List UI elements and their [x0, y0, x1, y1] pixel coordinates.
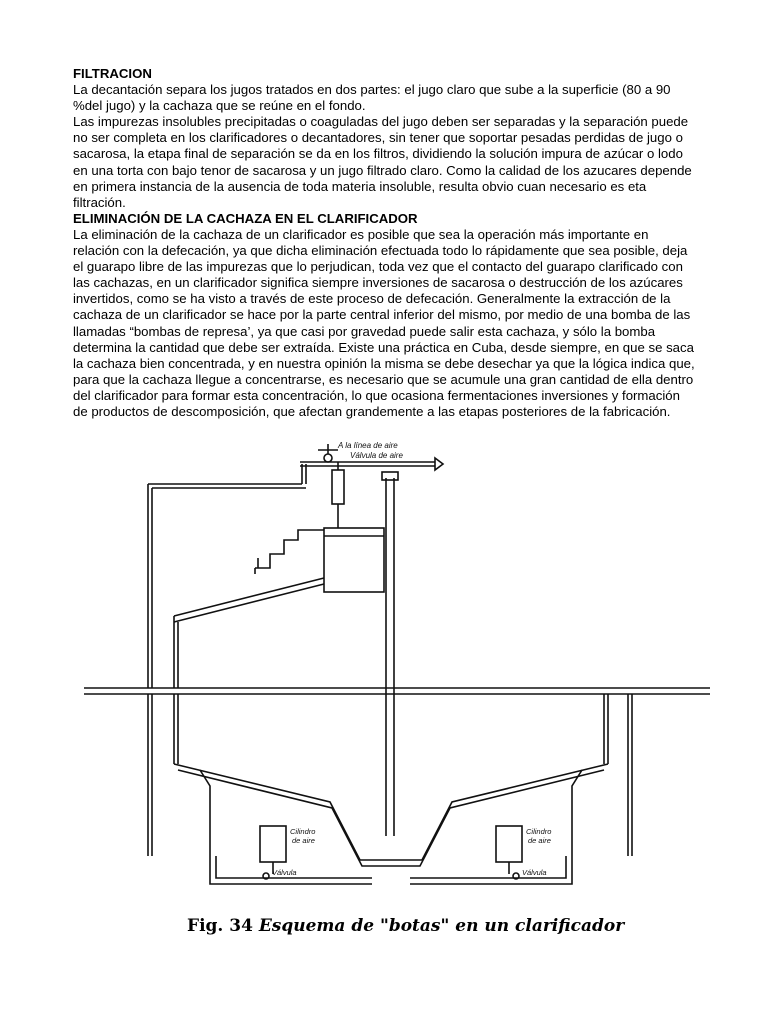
figure-caption-text: Esquema de "botas" en un clarificador [258, 916, 625, 936]
label-cylinder-right: Cilindro de aire [526, 827, 552, 845]
label-valve-right: Válvula [522, 868, 547, 877]
label-air-valve: Válvula de aire [350, 451, 403, 460]
paragraph-impurezas: Las impurezas insolubles precipitadas o coaguladas del jugo deben ser separadas y la separación puede no ser completa en los clarificadores o decantadores, sin tener que soportar pesadas perdidas de jugo o sacarosa, la etapa final de separación se da en los filtros, dividiendo la solución impura de azúcar o lodo en una torta con bajo tenor de sacarosa y un jugo filtrado claro. Como la calidad de los azucares depende en primera instancia de la ausencia de toda materia insoluble, resulta obvio cuan necesario es eta filtración. [73, 114, 692, 210]
text-block [73, 66, 697, 420]
central-shaft [382, 472, 398, 836]
label-air-line: A la línea de aire [338, 441, 398, 450]
figure-number: Fig. 34 [187, 916, 253, 936]
heading-filtracion: FILTRACION [73, 66, 152, 81]
left-vertical-pipe [148, 484, 306, 856]
paragraph-decantacion: La decantación separa los jugos tratados en dos partes: el jugo claro que sube a la superficie (80 a 90 %del jugo) y la cachaza que se reúne en el fondo. [73, 82, 671, 114]
heading-eliminacion-cachaza: ELIMINACIÓN DE LA CACHAZA EN EL CLARIFICADOR [73, 210, 418, 226]
figure-caption [187, 916, 625, 936]
label-valve-left: Válvula [272, 868, 297, 877]
clarifier-diagram [70, 436, 720, 956]
label-cylinder-left: Cilindro de aire [290, 827, 316, 845]
paragraph-eliminacion: La eliminación de la cachaza de un clarificador es posible que sea la operación más importante en relación con la defecación, ya que dicha eliminación efectuada todo lo rápidamente que sea posible, deja el guarapo libre de las impurezas que lo perjudican, toda vez que el contacto del guarapo clarificado con las cachazas, en un clarificador significa siempre inversiones de sacarosa o destrucción de los azúcares invertidos, como se ha visto a través de este proceso de defecación. Generalmente la extracción de la cachaza de un clarificador se hace por la parte central inferior del mismo, por medio de una bomba de las llamadas “bombas de represa’, ya que casi por gravedad puede salir esta cachaza, y sólo la bomba determina la cantidad que debe ser extraída. Existe una práctica en Cuba, desde siempre, en que se saca la cachaza bien concentrada, y en nuestra opinión la misma se debe desechar ya que la lógica indica que, para que la cachaza llegue a concentrarse, es necesario que se acumule una gran cantidad de ella dentro del clarificador para formar esta concentración, lo que ocasiona fermentaciones inversiones y formación de productos de descomposición, que afectan grandemente a las etapas posteriores de la fabricación. [73, 226, 695, 419]
conical-bottom [174, 764, 608, 866]
roof-cover [174, 578, 324, 688]
upper-tank [324, 528, 384, 592]
floor-line [84, 688, 710, 694]
stairs [255, 530, 324, 574]
